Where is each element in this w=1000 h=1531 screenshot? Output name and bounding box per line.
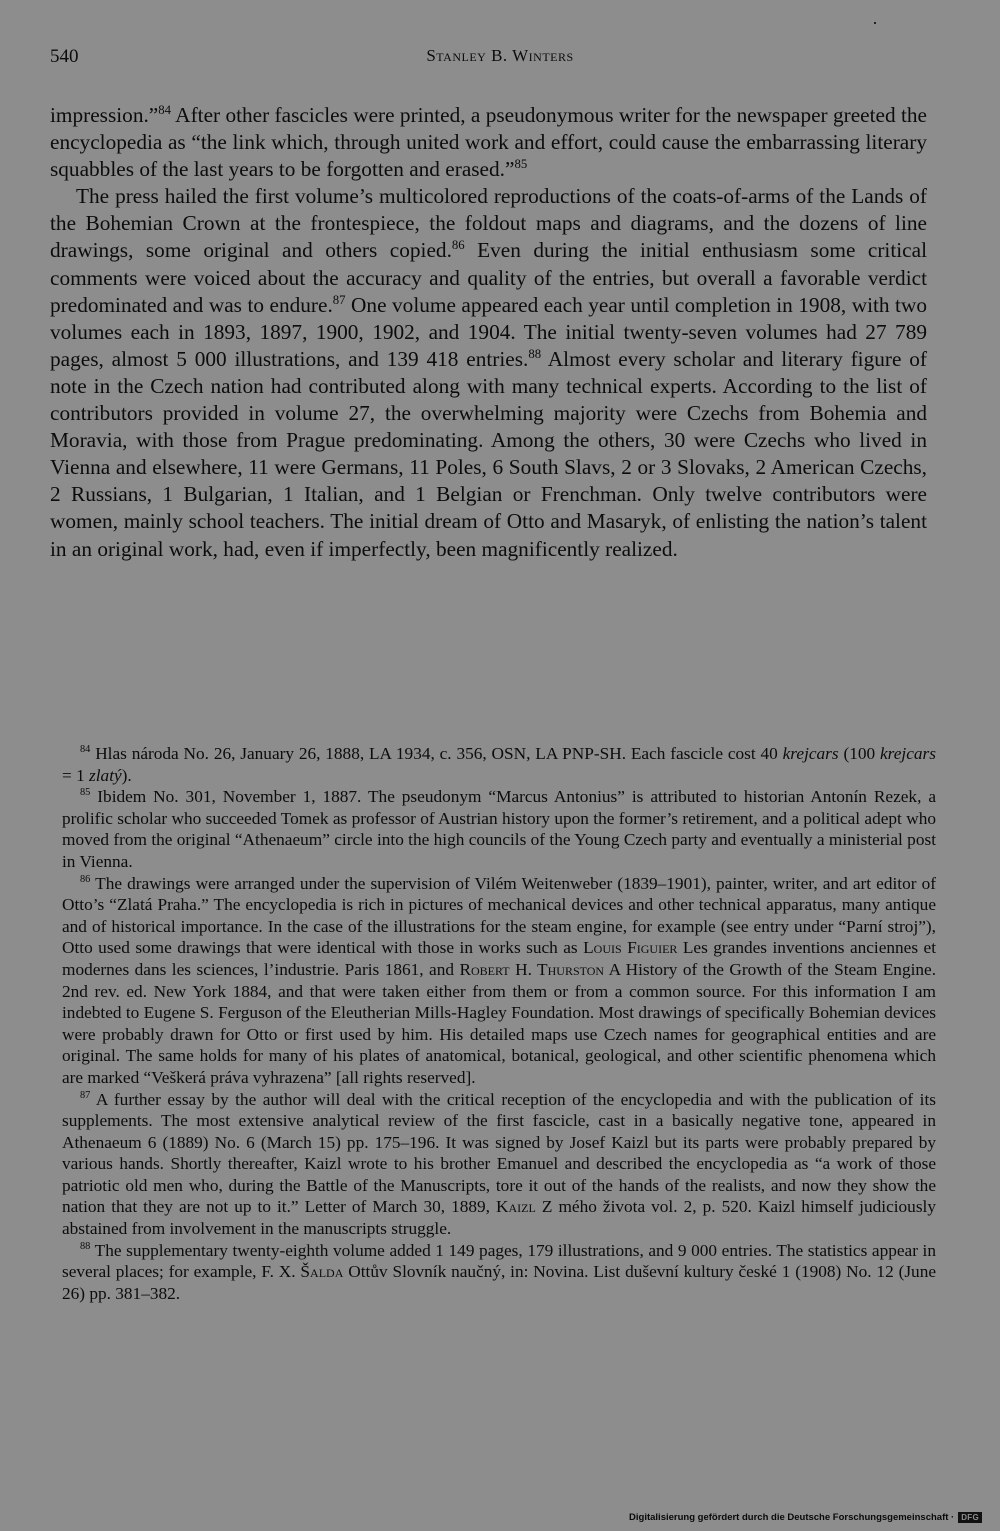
footnote-ref-85[interactable]: 85 xyxy=(514,157,528,172)
footnote-ref-88[interactable]: 88 xyxy=(528,346,542,361)
footnotes xyxy=(62,743,936,1304)
page-number: 540 xyxy=(50,46,79,67)
paragraph-1: impression.”$^{84}$ After other fascicles were printed, a pseudonymous writer for the newspaper greeted the encyclopedia as “the link which, through united work and effort, could cause the embarrassing literary squabbles of the last years to be forgotten and erased.”$^{85}$ xyxy=(50,102,927,182)
footnote-ref-87[interactable]: 87 xyxy=(332,292,346,307)
footnote-88: $^{88}$ The supplementary twenty-eighth volume added 1 149 pages, 179 illustrations, and 9 000 entries. The statistics appear in several places; for example, F. X. Šalda Ottův Slovník naučný, in: Novina. List duševní kultury české 1 (1908) No. 12 (June 26) pp. 381–382. xyxy=(62,1240,937,1303)
scan-speck xyxy=(874,22,876,24)
footnote-ref-86[interactable]: 86 xyxy=(451,238,465,253)
running-head: Stanley B. Winters xyxy=(426,46,574,65)
footnote-84: $^{84}$ Hlas národa No. 26, January 26, 1888, LA 1934, c. 356, OSN, LA PNP-SH. Each fascicle cost 40 krejcars (100 krejcars = 1 zlatý). xyxy=(62,744,936,785)
footnote-85: $^{85}$ Ibidem No. 301, November 1, 1887. The pseudonym “Marcus Antonius” is attributed to historian Antonín Rezek, a prolific scholar who succeeded Tomek as professor of Austrian history upon the former’s retirement, and a political adept who moved from the original “Athenaeum” circle into the high councils of the Young Czech party and eventually a ministerial post in Vienna. xyxy=(62,787,936,871)
digitization-credit xyxy=(629,1512,982,1523)
dfg-logo-icon: DFG xyxy=(958,1512,982,1523)
main-text xyxy=(50,102,927,563)
credit-text: Digitalisierung gefördert durch die Deutsche Forschungsgemeinschaft · xyxy=(629,1512,955,1523)
footnote-86: $^{86}$ The drawings were arranged under the supervision of Vilém Weitenweber (1839–1901), painter, writer, and art editor of Otto’s “Zlatá Praha.” The encyclopedia is rich in pictures of mechanical devices and other technical apparatus, many antique and of historical importance. In the case of the illustrations for the steam engine, for example (see entry under “Parní stroj”), Otto used some drawings that were identical with those in works such as Louis Figuier Les grandes inventions anciennes et modernes dans les sciences, l’industrie. Paris 1861, and Robert H. Thurston A History of the Growth of the Steam Engine. 2nd rev. ed. New York 1884, and that were taken either from them or from a common source. For this information I am indebted to Eugene S. Ferguson of the Eleutherian Mills-Hagley Foundation. Most drawings of specifically Bohemian devices were probably drawn for Otto or first used by him. His detailed maps use Czech names for geographical entities and are original. The same holds for many of his plates of anatomical, botanical, geological, and other scientific phenomena which are marked “Veškerá práva vyhrazena” [all rights reserved]. xyxy=(62,873,937,1087)
footnote-ref-84[interactable]: 84 xyxy=(158,102,172,117)
paragraph-2: The press hailed the first volume’s multicolored reproductions of the coats-of-arms of the Lands of the Bohemian Crown at the frontespiece, the foldout maps and diagrams, and the dozens of line drawings, some original and others copied.$^{86}$ Even during the initial enthusiasm some critical comments were voiced about the accuracy and quality of the entries, but overall a favorable verdict predominated and was to endure.$^{87}$ One volume appeared each year until completion in 1908, with two volumes each in 1893, 1897, 1900, 1902, and 1904. The initial twenty-seven volumes had 27 789 pages, almost 5 000 illustrations, and 139 418 entries.$^{88}$ Almost every scholar and literary figure of note in the Czech nation had contributed along with many technical experts. According to the list of contributors provided in volume 27, the overwhelming majority were Czechs from Bohemia and Moravia, with those from Prague predominating. Among the others, 30 were Czechs who lived in Vienna and elsewhere, 11 were Germans, 11 Poles, 6 South Slavs, 2 or 3 Slovaks, 2 American Czechs, 2 Russians, 1 Bulgarian, 1 Italian, and 1 Belgian or Frenchman. Only twelve contributors were women, mainly school teachers. The initial dream of Otto and Masaryk, of enlisting the nation’s talent in an original work, had, even if imperfectly, been magnificently realized. xyxy=(50,184,927,561)
footnote-87: $^{87}$ A further essay by the author will deal with the critical reception of the encyclopedia and with the publication of its supplements. The most extensive analytical review of the first fascicle, cast in a basically negative tone, appeared in Athenaeum 6 (1889) No. 6 (March 15) pp. 175–196. It was signed by Josef Kaizl but its parts were probably prepared by various hands. Shortly thereafter, Kaizl wrote to his brother Emanuel and described the encyclopedia as “a work of those patriotic old men who, during the Battle of the Manuscripts, tore it out of the hands of the realists, and now they show the nation that they are not up to it.” Letter of March 30, 1889, Kaizl Z mého života vol. 2, p. 520. Kaizl himself judiciously abstained from involvement in the manuscripts struggle. xyxy=(62,1089,936,1239)
